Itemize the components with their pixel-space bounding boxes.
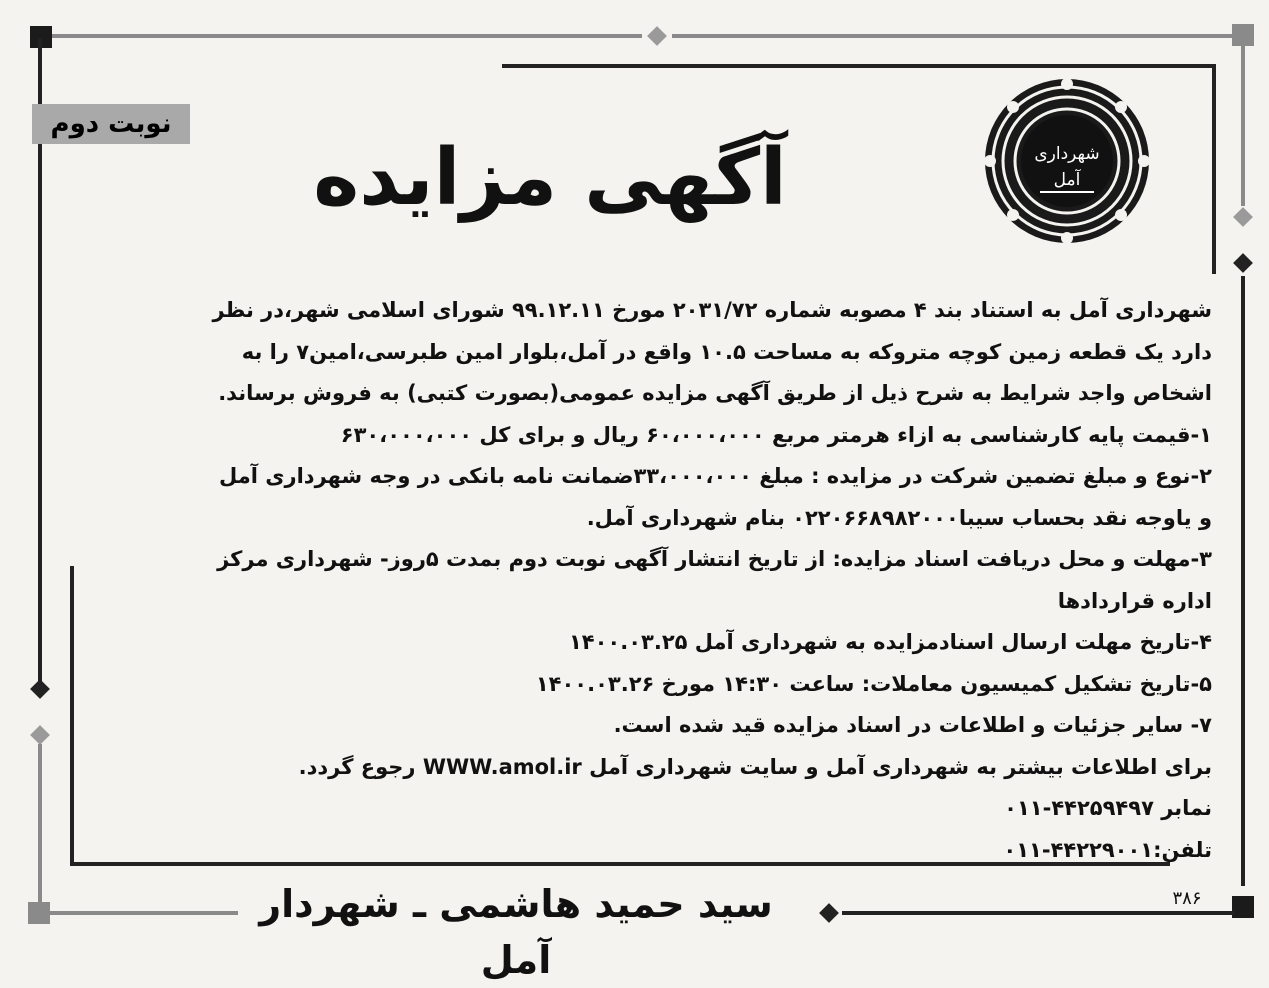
- clause-4-deadline: ۴-تاریخ مهلت ارسال اسنادمزایده به شهرداری آمل ۱۴۰۰.۰۳.۲۵: [568, 630, 1212, 654]
- clause-2-guarantee: ۲-نوع و مبلغ تضمین شرکت در مزایده : مبلغ ۳۳،۰۰۰،۰۰۰ضمانت نامه بانکی در وجه شهرداری آمل: [219, 464, 1212, 488]
- clause-3-documents: ۳-مهلت و محل دریافت اسناد مزایده: از تاریخ انتشار آگهی نوبت دوم بمدت ۵روز- شهرداری مرکز: [217, 547, 1212, 571]
- more-info-line: برای اطلاعات بیشتر به شهرداری آمل و سایت شهرداری آمل WWW.amol.ir رجوع گردد.: [298, 754, 1212, 779]
- logo-text-city: آمل: [1053, 170, 1081, 190]
- frame-left-diamond: [30, 679, 50, 699]
- page-number: ۳۸۶: [1172, 888, 1202, 909]
- body-line-1: شهرداری آمل به استناد بند ۴ مصوبه شماره ۲۰۳۱/۷۲ مورخ ۹۹.۱۲.۱۱ شورای اسلامی شهر،در نظر: [212, 298, 1212, 322]
- clause-7-details: ۷- سایر جزئیات و اطلاعات در اسناد مزایده قید شده است.: [613, 713, 1212, 737]
- fax-number: نمابر ۴۴۲۵۹۴۹۷-۰۱۱: [1004, 796, 1212, 820]
- frame-corner-top-right: [1232, 24, 1254, 46]
- frame-left-diamond-gray: [30, 725, 50, 745]
- frame-corner-bottom-right: [1232, 896, 1254, 918]
- amol-municipality-logo: [978, 72, 1156, 250]
- frame-right-diamond: [1233, 207, 1253, 227]
- clause-3-place: اداره قراردادها: [1057, 588, 1212, 613]
- clause-1-base-price: ۱-قیمت پایه کارشناسی به ازاء هرمتر مربع ۶۰،۰۰۰،۰۰۰ ریال و برای کل ۶۳۰،۰۰۰،۰۰۰: [340, 422, 1212, 447]
- frame-right-upper-line: [1241, 46, 1245, 206]
- frame-right-diamond-dark: [1233, 253, 1253, 273]
- frame-bottom-line-left: [48, 911, 238, 915]
- frame-top-line: [52, 34, 642, 38]
- inner-top-line: [502, 64, 1216, 68]
- body-line-3: اشخاص واجد شرایط به شرح ذیل از طریق آگهی مزایده عمومی(بصورت کتبی) به فروش برساند.: [218, 381, 1212, 405]
- body-line-2: دارد یک قطعه زمین کوچه متروکه به مساحت ۱۰.۵ واقع در آمل،بلوار امین طبرسی،امین۷ را به: [241, 339, 1212, 364]
- frame-corner-bottom-left: [28, 902, 50, 924]
- inner-right-line: [1212, 64, 1216, 274]
- frame-top-diamond: [647, 26, 667, 46]
- second-round-badge: نوبت دوم: [32, 104, 190, 144]
- inner-left-line: [70, 566, 74, 866]
- frame-bottom-line-right: [842, 911, 1234, 915]
- notice-body: [92, 290, 1212, 871]
- notice-title: آگهی مزایده: [313, 133, 787, 223]
- frame-top-right-line: [672, 34, 1232, 38]
- phone-number: تلفن:۴۴۲۲۹۰۰۱-۰۱۱: [1003, 837, 1212, 862]
- frame-bottom-diamond-right: [819, 903, 839, 923]
- frame-left-lower-line: [38, 744, 42, 904]
- clause-5-commission: ۵-تاریخ تشکیل کمیسیون معاملات: ساعت ۱۴:۳۰ مورخ ۱۴۰۰.۰۳.۲۶: [535, 671, 1212, 696]
- logo-text-municipality: شهرداری: [1034, 144, 1100, 164]
- frame-right-line: [1241, 276, 1245, 886]
- clause-2-account: و یاوجه نقد بحساب سیبا۰۲۲۰۶۶۸۹۸۲۰۰۰ بنام شهرداری آمل.: [586, 505, 1212, 530]
- mayor-signature: سید حمید هاشمی ـ شهردار آمل: [259, 882, 773, 982]
